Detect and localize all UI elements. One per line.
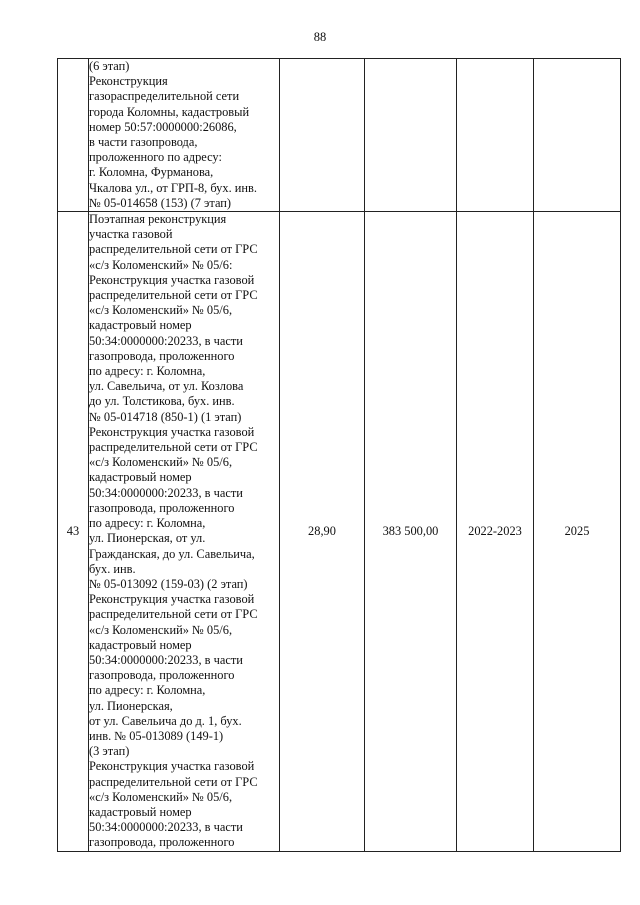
description-line: газопровода, проложенного bbox=[89, 835, 235, 850]
description-line: газопровода, проложенного bbox=[89, 668, 235, 683]
description-line: участка газовой bbox=[89, 227, 173, 242]
description-cell bbox=[89, 212, 280, 852]
program-table bbox=[57, 58, 621, 852]
description-line: Поэтапная реконструкция bbox=[89, 212, 227, 227]
description-line: 50:34:0000000:20233, в части bbox=[89, 333, 243, 348]
description-line: «с/з Коломенский» № 05/6, bbox=[89, 455, 233, 470]
description-line: Гражданская, до ул. Савельича, bbox=[89, 546, 255, 561]
description-cell bbox=[89, 59, 280, 212]
description-line: от ул. Савельича до д. 1, бух. bbox=[89, 713, 242, 728]
description-line: Чкалова ул., от ГРП-8, бух. инв. bbox=[89, 180, 257, 195]
cost-cell bbox=[365, 59, 457, 212]
description-line: до ул. Толстикова, бух. инв. bbox=[89, 394, 235, 409]
description-line: газораспределительной сети bbox=[89, 89, 240, 104]
table-row bbox=[58, 59, 621, 212]
description-line: номер 50:57:0000000:26086, bbox=[89, 119, 237, 134]
years-cell: 2022-2023 bbox=[457, 212, 534, 852]
description-line: Реконструкция участка газовой bbox=[89, 592, 255, 607]
description-line: 50:34:0000000:20233, в части bbox=[89, 652, 243, 667]
description-line: Реконструкция участка газовой bbox=[89, 424, 255, 439]
description-line: бух. инв. bbox=[89, 561, 136, 576]
years-cell bbox=[457, 59, 534, 212]
description-line: «с/з Коломенский» № 05/6, bbox=[89, 303, 233, 318]
description-line: ул. Савельича, от ул. Козлова bbox=[89, 379, 244, 394]
description-line: распределительной сети от ГРС bbox=[89, 288, 258, 303]
description-line: ул. Пионерская, от ул. bbox=[89, 531, 206, 546]
description-line: «с/з Коломенский» № 05/6: bbox=[89, 257, 233, 272]
description-line: Реконструкция bbox=[89, 74, 168, 89]
description-line: проложенного по адресу: bbox=[89, 150, 222, 165]
description-line: инв. № 05-013089 (149-1) bbox=[89, 728, 224, 743]
description-line: кадастровый номер bbox=[89, 318, 192, 333]
description-line: г. Коломна, Фурманова, bbox=[89, 165, 214, 180]
description-line: распределительной сети от ГРС bbox=[89, 607, 258, 622]
row-number-cell bbox=[58, 59, 89, 212]
description-line: ул. Пионерская, bbox=[89, 698, 173, 713]
description-line: газопровода, проложенного bbox=[89, 500, 235, 515]
table-row bbox=[58, 212, 621, 852]
description-line: кадастровый номер bbox=[89, 470, 192, 485]
description-line: «с/з Коломенский» № 05/6, bbox=[89, 622, 233, 637]
description-line: № 05-014718 (850-1) (1 этап) bbox=[89, 409, 242, 424]
page-number: 88 bbox=[313, 30, 327, 44]
description-line: города Коломны, кадастровый bbox=[89, 104, 250, 119]
description-line: 50:34:0000000:20233, в части bbox=[89, 485, 243, 500]
description-line: по адресу: г. Коломна, bbox=[89, 683, 206, 698]
description-line: по адресу: г. Коломна, bbox=[89, 516, 206, 531]
description-line: Реконструкция участка газовой bbox=[89, 272, 255, 287]
length-cell: 28,90 bbox=[280, 212, 365, 852]
description-line: «с/з Коломенский» № 05/6, bbox=[89, 789, 233, 804]
end-year-cell bbox=[534, 59, 621, 212]
description-line: кадастровый номер bbox=[89, 637, 192, 652]
cost-cell: 383 500,00 bbox=[365, 212, 457, 852]
description-line: по адресу: г. Коломна, bbox=[89, 364, 206, 379]
row-number-cell: 43 bbox=[58, 212, 89, 852]
description-line: распределительной сети от ГРС bbox=[89, 440, 258, 455]
description-line: № 05-014658 (153) (7 этап) bbox=[89, 195, 232, 210]
length-cell bbox=[280, 59, 365, 212]
end-year-cell: 2025 bbox=[534, 212, 621, 852]
description-line: в части газопровода, bbox=[89, 135, 198, 150]
description-line: распределительной сети от ГРС bbox=[89, 242, 258, 257]
description-line: кадастровый номер bbox=[89, 804, 192, 819]
description-line: (6 этап) bbox=[89, 59, 130, 73]
description-line: Реконструкция участка газовой bbox=[89, 759, 255, 774]
description-line: распределительной сети от ГРС bbox=[89, 774, 258, 789]
description-line: (3 этап) bbox=[89, 744, 130, 759]
description-line: газопровода, проложенного bbox=[89, 348, 235, 363]
description-line: № 05-013092 (159-03) (2 этап) bbox=[89, 576, 248, 591]
description-line: 50:34:0000000:20233, в части bbox=[89, 820, 243, 835]
